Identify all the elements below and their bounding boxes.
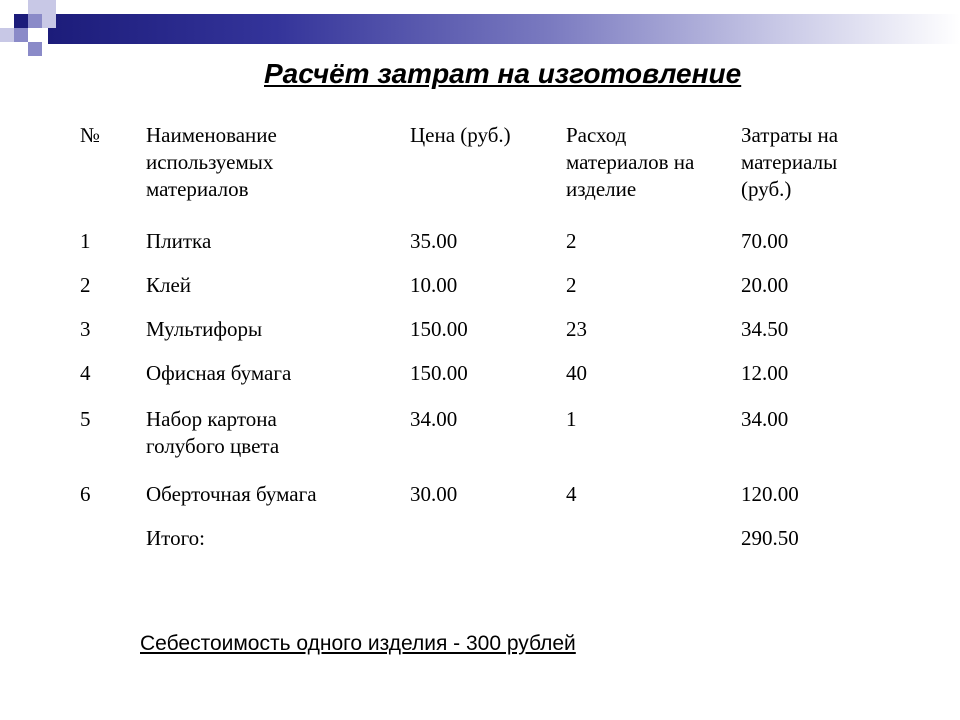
row-usage: 40 bbox=[566, 361, 587, 385]
row-number: 6 bbox=[80, 482, 91, 506]
row-material-name: Набор картона bbox=[146, 407, 277, 431]
row-usage: 2 bbox=[566, 273, 577, 297]
header-cost: Затраты на bbox=[741, 123, 839, 147]
header-usage: Расход bbox=[566, 123, 627, 147]
decor-square bbox=[28, 42, 42, 56]
row-price: 10.00 bbox=[410, 273, 458, 297]
row-material-name: Плитка bbox=[146, 229, 212, 253]
row-number: 2 bbox=[80, 273, 91, 297]
total-value: 290.50 bbox=[741, 526, 799, 550]
row-cost: 34.50 bbox=[741, 317, 789, 341]
row-material-name: Оберточная бумага bbox=[146, 482, 317, 506]
header-usage: изделие bbox=[566, 177, 637, 201]
decor-square bbox=[0, 28, 14, 42]
row-price: 35.00 bbox=[410, 229, 458, 253]
row-material-name: Офисная бумага bbox=[146, 361, 292, 385]
row-cost: 12.00 bbox=[741, 361, 789, 385]
row-price: 150.00 bbox=[410, 317, 468, 341]
total-label: Итого: bbox=[146, 526, 205, 550]
row-price: 150.00 bbox=[410, 361, 468, 385]
header-material-name: Наименование bbox=[146, 123, 277, 147]
row-material-name: Клей bbox=[146, 273, 192, 297]
header-usage: материалов на bbox=[566, 150, 695, 174]
row-usage: 2 bbox=[566, 229, 577, 253]
header-gradient-bar bbox=[48, 14, 960, 44]
row-number: 1 bbox=[80, 229, 91, 253]
decorative-header-band bbox=[0, 0, 960, 44]
header-cost: материалы bbox=[741, 150, 838, 174]
row-number: 3 bbox=[80, 317, 91, 341]
row-usage: 4 bbox=[566, 482, 577, 506]
decor-square bbox=[28, 14, 42, 28]
decor-square bbox=[28, 0, 42, 14]
row-material-name: голубого цвета bbox=[146, 434, 280, 458]
row-cost: 70.00 bbox=[741, 229, 789, 253]
row-cost: 120.00 bbox=[741, 482, 799, 506]
header-material-name: материалов bbox=[146, 177, 249, 201]
header-number: № bbox=[80, 123, 101, 147]
decor-square bbox=[42, 0, 56, 14]
page-title: Расчёт затрат на изготовление bbox=[264, 58, 742, 89]
row-number: 4 bbox=[80, 361, 91, 385]
row-usage: 23 bbox=[566, 317, 587, 341]
header-material-name: используемых bbox=[146, 150, 274, 174]
row-cost: 34.00 bbox=[741, 407, 789, 431]
row-material-name: Мультифоры bbox=[146, 317, 263, 341]
row-usage: 1 bbox=[566, 407, 577, 431]
decor-square bbox=[42, 14, 56, 28]
header-price: Цена (руб.) bbox=[410, 123, 511, 147]
unit-cost-summary: Себестоимость одного изделия - 300 рублей bbox=[140, 632, 576, 655]
decor-square bbox=[14, 14, 28, 28]
decor-square bbox=[14, 28, 28, 42]
row-cost: 20.00 bbox=[741, 273, 789, 297]
header-cost: (руб.) bbox=[741, 177, 792, 201]
row-price: 30.00 bbox=[410, 482, 458, 506]
row-price: 34.00 bbox=[410, 407, 458, 431]
row-number: 5 bbox=[80, 407, 91, 431]
